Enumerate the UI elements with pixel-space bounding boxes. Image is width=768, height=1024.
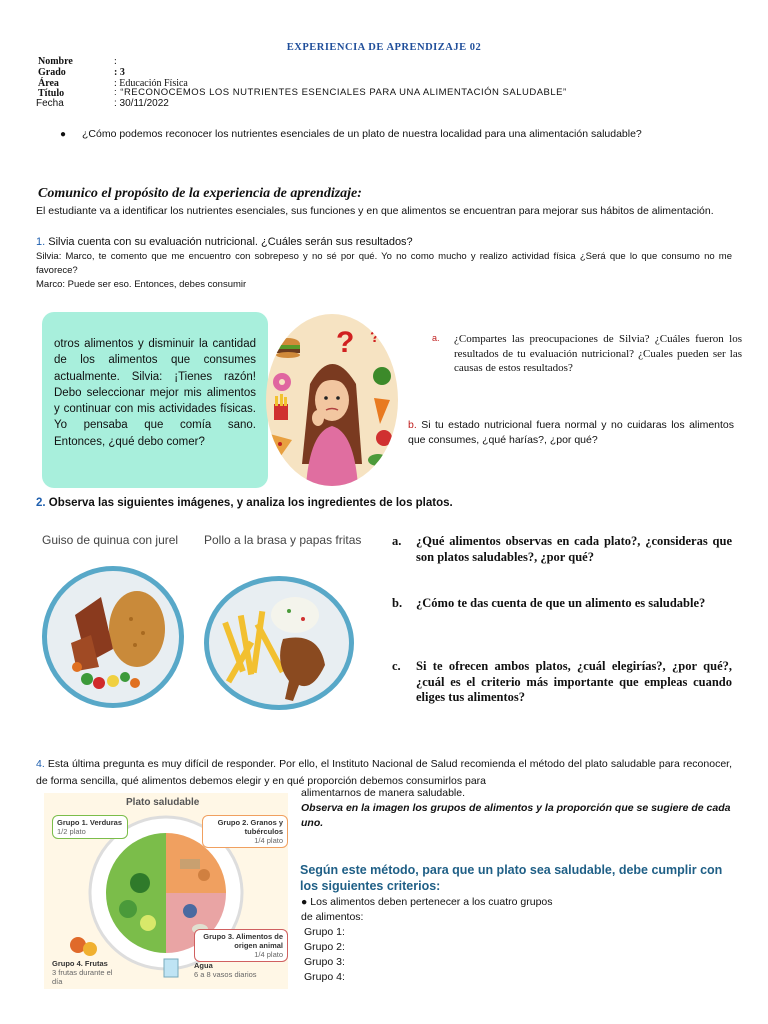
- plate-group1-callout: [52, 815, 128, 839]
- criteria-group-3: Grupo 3:: [304, 956, 345, 968]
- section1-dialog: [36, 250, 732, 292]
- plate-group3-label: Grupo 3. Alimentos de origen animal: [203, 932, 283, 950]
- question-b: [408, 418, 734, 447]
- section4-number: 4.: [36, 758, 45, 770]
- criteria-bullet-cont: de alimentos:: [301, 911, 364, 923]
- plate-title: Plato saludable: [126, 797, 200, 808]
- dialog-box-text: otros alimentos y disminuir la cantidad de los alimentos que consumes actualmente. Silvia: ¡Tienes razón! Debo seleccionar mejor mis alimentos y continuar con mis actividades físicas. Yo pensaba que comía sano. Entonces, ¿qué debo comer?: [54, 338, 256, 448]
- question-2a-letter: a.: [392, 534, 402, 548]
- section2-number: 2.: [36, 497, 46, 509]
- criteria-bullet: ● Los alimentos deben pertenecer a los cuatro grupos: [301, 896, 553, 908]
- quinua-dish-drawing: [47, 571, 179, 703]
- pollo-dish-drawing: [209, 581, 349, 705]
- label-fecha: Fecha: [36, 98, 64, 109]
- bullet-icon: ●: [60, 129, 67, 140]
- dish2-label: Pollo a la brasa y papas fritas: [204, 533, 362, 547]
- purpose-heading: Comunico el propósito de la experiencia de aprendizaje:: [38, 186, 362, 201]
- question-b-letter: b.: [408, 419, 417, 431]
- value-area: : Educación Física: [114, 78, 188, 89]
- question-a-letter: a.: [432, 333, 440, 343]
- plate-group3-callout: [194, 929, 288, 962]
- plate-pollo: [204, 576, 354, 710]
- section1-heading: [36, 236, 413, 248]
- svg-text:?: ?: [370, 329, 380, 346]
- criteria-group-1: Grupo 1:: [304, 926, 345, 938]
- question-2a: [392, 534, 732, 565]
- criteria-group-4: Grupo 4:: [304, 971, 345, 983]
- plate-group2-callout: [202, 815, 288, 848]
- section2-heading: [36, 497, 453, 509]
- criteria-heading: Según este método, para que un plato sea saludable, debe cumplir con los siguientes criterios:: [300, 863, 723, 893]
- plate-group1-sub: 1/2 plato: [57, 827, 86, 836]
- svg-text:?: ?: [336, 326, 355, 359]
- main-question: ¿Cómo podemos reconocer los nutrientes esenciales de un plato de nuestra localidad para una alimentación saludable?: [82, 128, 642, 140]
- section2-heading-text: Observa las siguientes imágenes, y analiza los ingredientes de los platos.: [48, 497, 453, 509]
- plate-group4-label: Grupo 4. Frutas: [52, 959, 108, 968]
- plate-group1-label: Grupo 1. Verduras: [57, 818, 123, 827]
- plate-water-callout: [194, 961, 274, 979]
- plate-group3-sub: 1/4 plato: [254, 950, 283, 959]
- healthy-plate-infographic: [44, 793, 288, 989]
- dialog-silvia: Silvia: Marco, te comento que me encuentro con sobrepeso y no sé por qué. Yo no como mucho y realizo actividad física ¿Será que lo que consumo no me favorece?: [36, 251, 732, 276]
- question-2b-letter: b.: [392, 596, 403, 610]
- criteria-group-2: Grupo 2:: [304, 941, 345, 953]
- plate-group2-label: Grupo 2. Granos y tubérculos: [217, 818, 283, 836]
- section1-number: 1.: [36, 236, 46, 248]
- value-fecha: : 30/11/2022: [114, 98, 169, 109]
- label-area: Área: [38, 78, 59, 89]
- question-2c: [392, 659, 732, 706]
- value-grado: : 3: [114, 67, 125, 78]
- section4-observe: Observa en la imagen los grupos de alimentos y la proporción que se sugiere de cada uno.: [301, 802, 731, 829]
- section4-text: [36, 756, 732, 789]
- section4-body: Esta última pregunta es muy difícil de responder. Por ello, el Instituto Nacional de Salud recomienda el método del plato saludable para reconocer, de forma sencilla, qué alimentos debemos elegir y en qué proporción debemos consumirlos para: [36, 758, 732, 787]
- value-titulo: : “RECONOCEMOS LOS NUTRIENTES ESENCIALES PARA UNA ALIMENTACIÓN SALUDABLE”: [114, 87, 567, 98]
- plate-quinua: [42, 566, 184, 708]
- plate-water-label: Agua: [194, 961, 213, 970]
- question-2a-text: ¿Qué alimentos observas en cada plato?, ¿consideras que son platos saludables?, ¿por qué?: [416, 534, 732, 564]
- dish1-label: Guiso de quinua con jurel: [42, 533, 179, 547]
- question-a-text: ¿Compartes las preocupaciones de Silvia? ¿Cuáles fueron los resultados de tu evaluación nutricional? ¿Cuales pueden ser las causas de estos resultados?: [454, 333, 742, 374]
- question-2b-text: ¿Cómo te das cuenta de que un alimento es saludable?: [416, 596, 706, 610]
- label-grado: Grado: [38, 67, 66, 78]
- plate-group4-callout: [52, 959, 116, 986]
- section4-text-cont: alimentarnos de manera saludable.: [301, 787, 466, 799]
- label-titulo: Título: [38, 88, 65, 99]
- purpose-text: El estudiante va a identificar los nutrientes esenciales, sus funciones y en que alimentos se encuentran para mejorar sus hábitos de alimentación.: [36, 205, 714, 217]
- silvia-illustration: [266, 314, 398, 486]
- question-2b: [392, 596, 732, 612]
- plate-water-sub: 6 a 8 vasos diarios: [194, 970, 257, 979]
- value-nombre: :: [114, 56, 117, 67]
- dialog-marco: Marco: Puede ser eso. Entonces, debes consumir: [36, 279, 247, 290]
- plate-group4-sub: 3 frutas durante el día: [52, 968, 113, 986]
- question-2c-text: Si te ofrecen ambos platos, ¿cuál elegirías?, ¿por qué?, ¿cuál es el criterio más importante que empleas cuando eliges tus alimentos?: [416, 659, 732, 704]
- document-title: EXPERIENCIA DE APRENDIZAJE 02: [286, 42, 482, 53]
- question-2c-letter: c.: [392, 659, 401, 673]
- section1-heading-text: Silvia cuenta con su evaluación nutricional. ¿Cuáles serán sus resultados?: [48, 236, 413, 248]
- question-b-text: Si tu estado nutricional fuera normal y no cuidaras los alimentos que consumes, ¿qué harías?, ¿por qué?: [408, 419, 735, 446]
- plate-group2-sub: 1/4 plato: [254, 836, 283, 845]
- girl-food-drawing: [266, 314, 398, 486]
- label-nombre: Nombre: [38, 56, 73, 67]
